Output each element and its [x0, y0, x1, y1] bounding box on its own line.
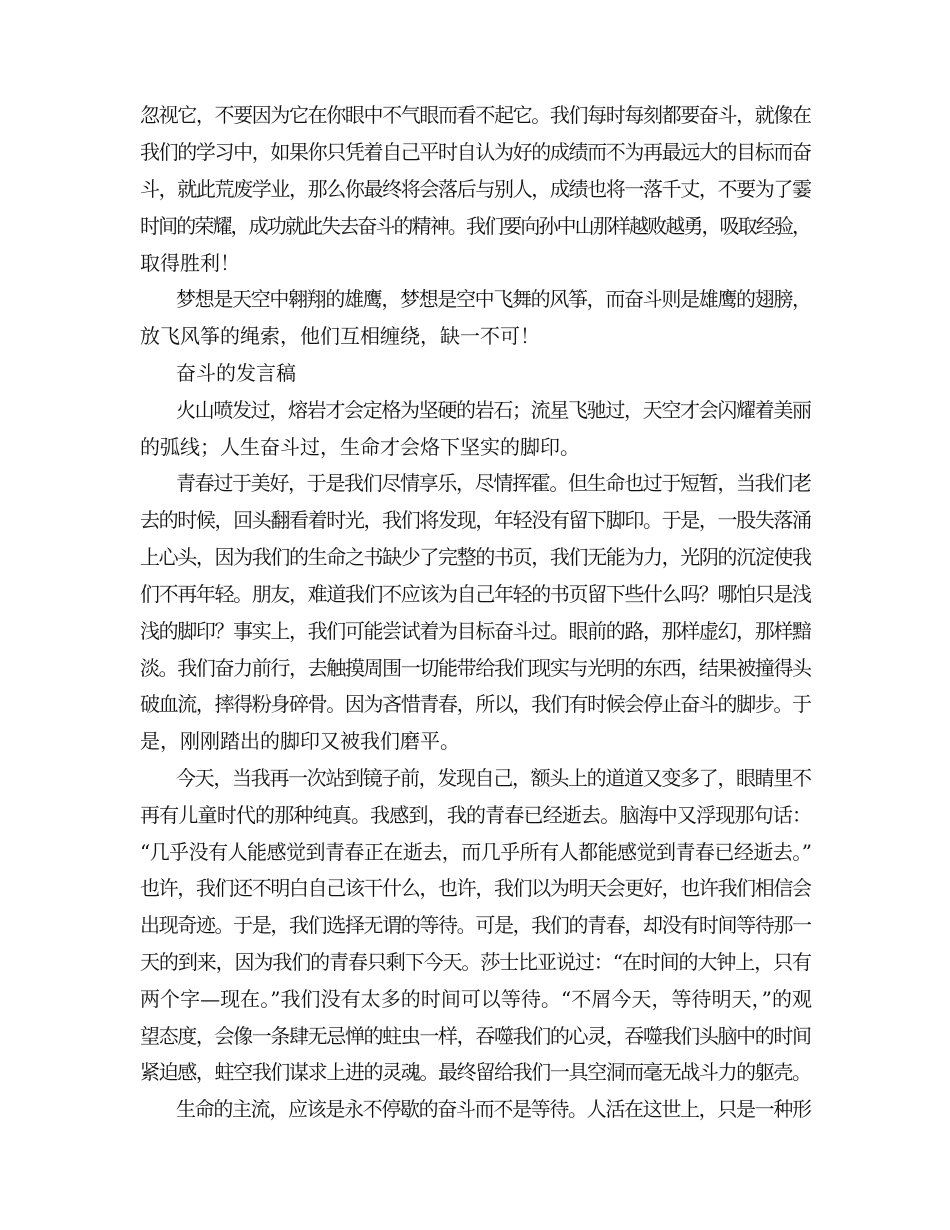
text-line-content: 时间的荣耀，成功就此失去奋斗的精神。我们要向孙中山那样越败越勇，吸取经验，: [140, 214, 811, 238]
text-line: [0, 318, 950, 354]
text-line-content: 再有儿童时代的那种纯真。我感到，我的青春已经逝去。脑海中又浮现那句话：: [140, 803, 812, 827]
text-line-content: 两个字—现在。”我们没有太多的时间可以等待。“不屑今天，等待明天，”的观: [140, 987, 813, 1011]
text-line: [0, 613, 950, 649]
text-line-content: 也许，我们还不明白自己该干什么，也许，我们以为明天会更好，也许我们相信会: [140, 876, 811, 900]
text-line: [0, 981, 950, 1017]
text-line: [0, 1018, 950, 1054]
text-line: [0, 576, 950, 612]
text-line-content: 天的到来，因为我们的青春只剩下今天。莎士比亚说过：“在时间的大钟上，只有: [140, 950, 811, 974]
text-line: [0, 797, 950, 833]
text-line-content: “几乎没有人能感觉到青春正在逝去，而几乎所有人都能感觉到青春已经逝去。”: [140, 840, 812, 864]
text-line-content: 放飞风筝的绳索，他们互相缠绕，缺一不可！: [140, 324, 540, 348]
text-line: [0, 1054, 950, 1090]
text-line-content: 们不再年轻。朋友，难道我们不应该为自己年轻的书页留下些什么吗？哪怕只是浅: [140, 582, 811, 606]
text-line-content: 我们的学习中，如果你只凭着自己平时自认为好的成绩而不为再最远大的目标而奋: [140, 140, 811, 164]
text-line-content: 斗，就此荒废学业，那么你最终将会落后与别人，成绩也将一落千丈，不要为了霎: [140, 177, 811, 201]
text-line: [0, 1091, 950, 1127]
text-line-content: 火山喷发过，熔岩才会定格为坚硬的岩石；流星飞驰过，天空才会闪耀着美丽: [176, 398, 811, 422]
text-line: [0, 539, 950, 575]
text-line-content: 青春过于美好，于是我们尽情享乐，尽情挥霍。但生命也过于短暂，当我们老: [176, 471, 811, 495]
text-line: [0, 171, 950, 207]
text-line-content: 是，刚刚踏出的脚印又被我们磨平。: [140, 729, 460, 753]
text-line: [0, 723, 950, 759]
text-line: [0, 686, 950, 722]
text-line-content: 取得胜利！: [140, 251, 240, 275]
text-line: [0, 650, 950, 686]
text-line-content: 紧迫感，蛀空我们谋求上进的灵魂。最终留给我们一具空洞而毫无战斗力的躯壳。: [140, 1060, 811, 1084]
text-line: [0, 281, 950, 317]
text-line: [0, 245, 950, 281]
text-line-content: 梦想是天空中翱翔的雄鹰，梦想是空中飞舞的风筝，而奋斗则是雄鹰的翅膀，: [176, 287, 811, 311]
text-line-content: 出现奇迹。于是，我们选择无谓的等待。可是，我们的青春，却没有时间等待那一: [140, 913, 811, 937]
text-line: [0, 97, 950, 133]
text-line: [0, 944, 950, 980]
text-line-content: 奋斗的发言稿: [176, 361, 296, 385]
text-line: [0, 834, 950, 870]
text-line: [0, 392, 950, 428]
text-line-content: 浅的脚印？事实上，我们可能尝试着为目标奋斗过。眼前的路，那样虚幻，那样黯: [140, 619, 811, 643]
text-line: [0, 208, 950, 244]
text-line-content: 的弧线；人生奋斗过，生命才会烙下坚实的脚印。: [140, 435, 580, 459]
text-line: [0, 429, 950, 465]
text-line: [0, 870, 950, 906]
text-line: [0, 907, 950, 943]
text-line-content: 淡。我们奋力前行，去触摸周围一切能带给我们现实与光明的东西，结果被撞得头: [140, 656, 811, 680]
text-line: [0, 134, 950, 170]
text-line-content: 生命的主流，应该是永不停歇的奋斗而不是等待。人活在这世上，只是一种形: [176, 1097, 811, 1121]
text-line-content: 破血流，摔得粉身碎骨。因为吝惜青春，所以，我们有时候会停止奋斗的脚步。于: [140, 692, 811, 716]
text-line-content: 去的时候，回头翻看着时光，我们将发现，年轻没有留下脚印。于是，一股失落涌: [140, 508, 811, 532]
text-line: [0, 465, 950, 501]
text-line-content: 忽视它，不要因为它在你眼中不气眼而看不起它。我们每时每刻都要奋斗，就像在: [140, 103, 811, 127]
text-line-content: 上心头，因为我们的生命之书缺少了完整的书页，我们无能为力，光阴的沉淀使我: [140, 545, 811, 569]
text-line-content: 今天，当我再一次站到镜子前，发现自己，额头上的道道又变多了，眼睛里不: [176, 766, 811, 790]
text-line: [0, 355, 950, 391]
text-line: [0, 760, 950, 796]
text-line-content: 望态度，会像一条肆无忌惮的蛀虫一样，吞噬我们的心灵，吞噬我们头脑中的时间: [140, 1024, 811, 1048]
text-line: [0, 502, 950, 538]
